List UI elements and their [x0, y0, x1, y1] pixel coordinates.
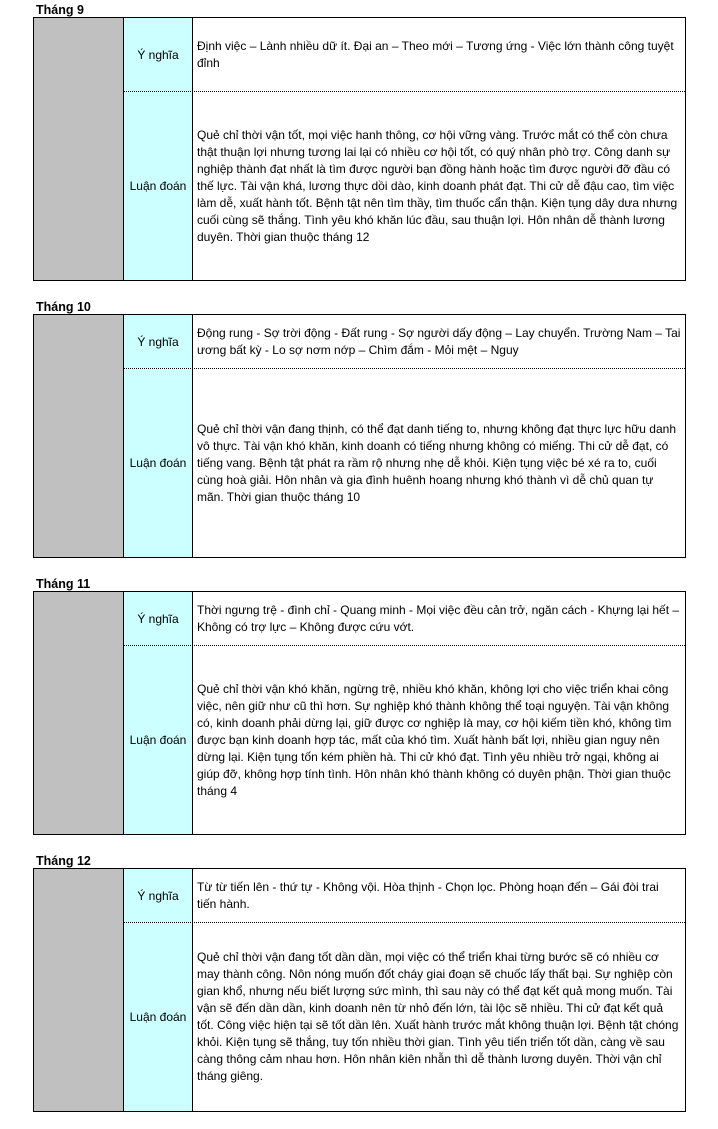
luan-doan-label: Luận đoán	[124, 369, 193, 557]
y-nghia-label: Ý nghĩa	[124, 315, 193, 368]
section-heading: Tháng 11	[36, 577, 91, 591]
section-block	[33, 868, 686, 1112]
section-heading: Tháng 9	[36, 3, 84, 17]
gray-column	[34, 18, 124, 280]
luan-doan-text: Quẻ chỉ thời vận tốt, mọi việc hanh thông, cơ hội vững vàng. Trước mắt có thể còn chưa thật thuận lợi nhưng tương lai lại có nhiều cơ hội tốt, có quý nhân phò trợ. Công danh sự nghiệp thành đạt nhất là tìm được người bạn đồng hành hoặc tìm được người đỡ đầu có thế lực. Tài vận khá, lương thực dồi dào, kinh doanh phát đạt. Thi cử dễ đậu cao, tìm việc làm dễ, xuất hành tốt. Bệnh tật nên tìm thầy, tìm thuốc cẩn thận. Kiện tụng dây dưa nhưng cuối cùng sẽ thắng. Tình yêu khó khăn lúc đầu, sau thuận lợi. Hôn nhân dễ thành lương duyên. Thời gian thuộc tháng 12	[197, 127, 678, 244]
luan-doan-text: Quẻ chỉ thời vận khó khăn, ngừng trệ, nhiều khó khăn, không lợi cho việc triển khai công việc, nên giữ như cũ thì hơn. Sự nghiệp khó thành không thể toại nguyện. Tài vận không có, kinh doanh phải dừng lại, giữ được cơ nghiệp là may, cơ hội kiếm tiền khó, không tìm được bạn kinh doanh hợp tác, mất của khó tìm. Xuất hành bất lợi, nhiều gian nguy nên dừng lại. Kiện tụng tốn kém phiền hà. Thi cử khó đạt. Tình yêu nhiều trở ngại, không ai giúp đỡ, không hợp tính tình. Hôn nhân khó thành không có duyên phận. Thời gian thuộc tháng 4	[197, 681, 672, 798]
y-nghia-text: Từ từ tiến lên - thứ tự - Không vội. Hòa thịnh - Chọn lọc. Phòng hoạn đến – Gái đòi trai tiến hành.	[197, 879, 659, 911]
gray-column	[34, 869, 124, 1111]
section-heading: Tháng 12	[36, 854, 91, 868]
section-block	[33, 17, 686, 281]
gray-column	[34, 592, 124, 834]
luan-doan-label: Luận đoán	[124, 646, 193, 834]
section-heading: Tháng 10	[36, 300, 91, 314]
luan-doan-label: Luận đoán	[124, 92, 193, 280]
section-block	[33, 314, 686, 558]
y-nghia-label: Ý nghĩa	[124, 869, 193, 922]
luan-doan-text: Quẻ chỉ thời vận đang tốt dần dần, mọi việc có thể triển khai từng bước sẽ có nhiều cơ may thành công. Nôn nóng muốn đốt cháy giai đoạn sẽ chuốc lấy thất bại. Sự nghiệp còn gian khổ, nhưng nếu biết lượng sức mình, thì sau này có thể đạt kết quả mong muốn. Tài vận sẽ đến dần dần, kinh doanh nên từ nhỏ đến lớn, tài lộc sẽ nhiều. Thi cử đạt kết quả tốt. Công việc hiện tại sẽ tốt dần lên. Xuất hành trước mắt không thuận lợi. Bệnh tật chóng khỏi. Kiện tụng sẽ thắng, tuy tốn nhiều thời gian. Tình yêu tiến triển tốt dần, càng về sau càng thông cảm nhau hơn. Hôn nhân kiên nhẫn thì dễ thành lương duyên. Thời vận chỉ tháng giêng.	[197, 950, 679, 1083]
y-nghia-text: Định việc – Lành nhiều dữ ít. Đại an – Theo mới – Tương ứng - Việc lớn thành công tuyệt đỉnh	[197, 38, 674, 70]
y-nghia-label: Ý nghĩa	[124, 592, 193, 645]
section-block	[33, 591, 686, 835]
y-nghia-text: Thời ngưng trệ - đình chỉ - Quang minh - Mọi việc đều cản trở, ngăn cách - Khựng lại hết – Không có trợ lực – Không được cứu vớt.	[197, 602, 680, 634]
y-nghia-label: Ý nghĩa	[124, 18, 193, 91]
luan-doan-text: Quẻ chỉ thời vận đang thịnh, có thể đạt danh tiếng to, nhưng không đạt thực lực hữu danh vô thực. Tài vận khó khăn, kinh doanh có tiếng nhưng không có miếng. Thi cử dễ đạt, có tiếng vang. Bệnh tật phát ra rầm rộ nhưng nhẹ dễ khỏi. Kiện tụng việc bé xé ra to, cuối cùng hoà giải. Hôn nhân và gia đình huênh hoang nhưng khó thành vì dễ chủ quan tự mãn. Thời gian thuộc tháng 10	[197, 421, 676, 504]
y-nghia-text: Động rung - Sợ trời động - Đất rung - Sợ người dấy động – Lay chuyển. Trường Nam – Tai ương bất kỳ - Lo sợ nơm nớp – Chìm đắm - Mỏi mệt – Nguy	[197, 325, 681, 357]
gray-column	[34, 315, 124, 557]
luan-doan-label: Luận đoán	[124, 923, 193, 1111]
